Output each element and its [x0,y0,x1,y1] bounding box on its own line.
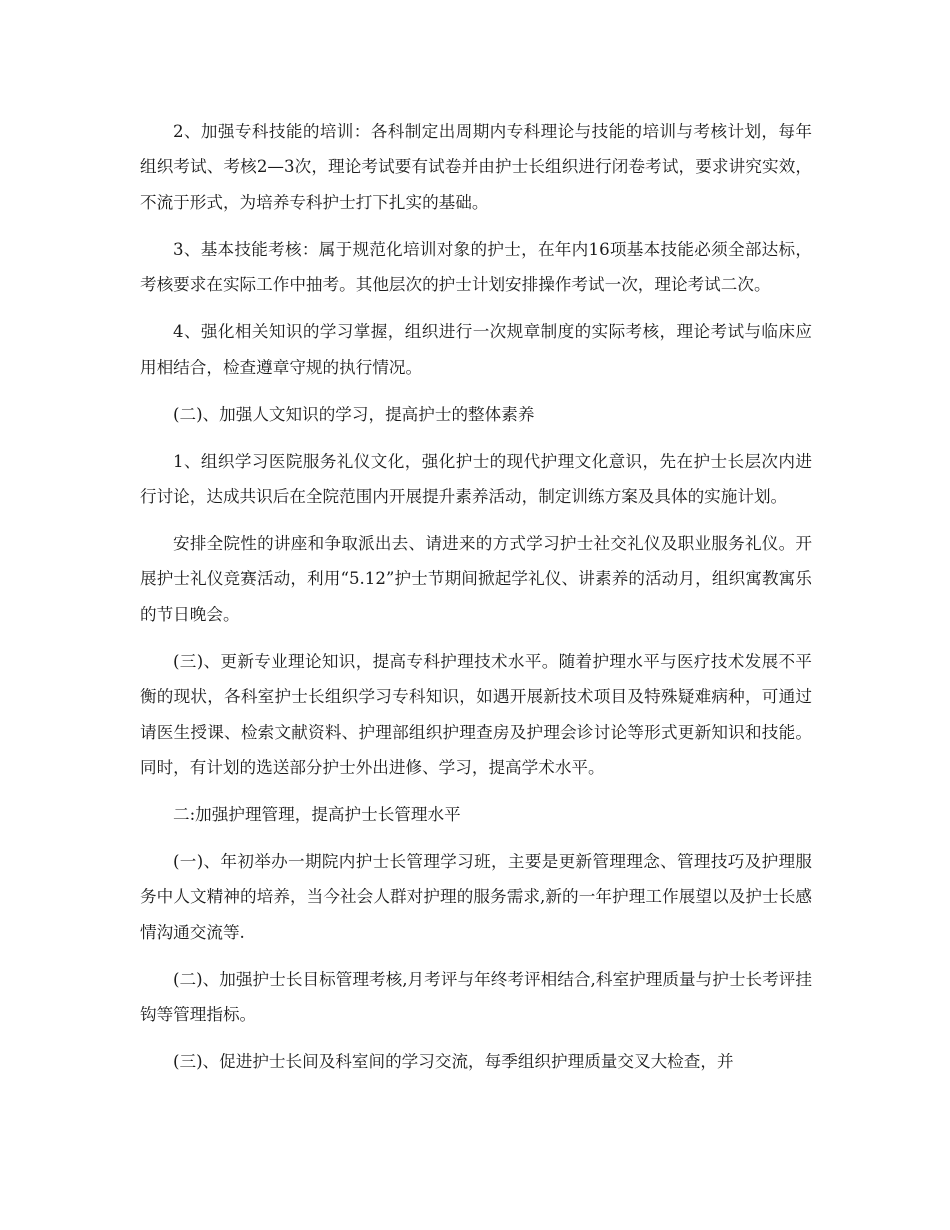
paragraph-basic-skills-assessment: 3、基本技能考核：属于规范化培训对象的护士，在年内16项基本技能必须全部达标，考核要求在实际工作中抽考。其他层次的护士计划安排操作考试一次，理论考试二次。 [140,239,812,295]
paragraph-related-knowledge: 4、强化相关知识的学习掌握，组织进行一次规章制度的实际考核，理论考试与临床应用相结合，检查遵章守规的执行情况。 [140,322,812,377]
paragraph-specialty-skills-training: 2、加强专科技能的培训：各科制定出周期内专科理论与技能的培训与考核计划，每年组织考试、考核2—3次，理论考试要有试卷并由护士长组织进行闭卷考试，要求讲究实效，不流于形式，为培养专科护士打下扎实的基础。 [140,122,812,212]
section-heading-humanities: (二)、加强人文知识的学习，提高护士的整体素养 [173,404,535,424]
section-heading-nursing-management: 二:加强护理管理，提高护士长管理水平 [173,805,461,825]
paragraph-head-nurse-training: (一)、年初举办一期院内护士长管理学习班，主要是更新管理理念、管理技巧及护理服务中人文精神的培养，当今社会人群对护理的服务需求,新的一年护理工作展望以及护士长感情沟通交流等. [140,852,812,942]
paragraph-target-management: (二)、加强护士长目标管理考核,月考评与年终考评相结合,科室护理质量与护士长考评挂钩等管理指标。 [140,969,812,1025]
paragraph-professional-knowledge: (三)、更新专业理论知识，提高专科护理技术水平。随着护理水平与医疗技术发展不平衡的现状，各科室护士长组织学习专科知识，如遇开展新技术项目及特殊疑难病种，可通过请医生授课、检索文献资料、护理部组织护理查房及护理会诊讨论等形式更新知识和技能。同时，有计划的选送部分护士外出进修、学习，提高学术水平。 [140,651,812,778]
paragraph-etiquette-lectures: 安排全院性的讲座和争取派出去、请进来的方式学习护士社交礼仪及职业服务礼仪。开展护士礼仪竞赛活动，利用“5.12”护士节期间掀起学礼仪、讲素养的活动月，组织寓教寓乐的节日晚会。 [140,534,812,624]
paragraph-exchange-learning: (三)、促进护士长间及科室间的学习交流，每季组织护理质量交叉大检查，并 [173,1052,734,1072]
paragraph-etiquette-culture: 1、组织学习医院服务礼仪文化，强化护士的现代护理文化意识，先在护士长层次内进行讨论，达成共识后在全院范围内开展提升素养活动，制定训练方案及具体的实施计划。 [140,451,812,507]
document-body [140,114,812,1080]
